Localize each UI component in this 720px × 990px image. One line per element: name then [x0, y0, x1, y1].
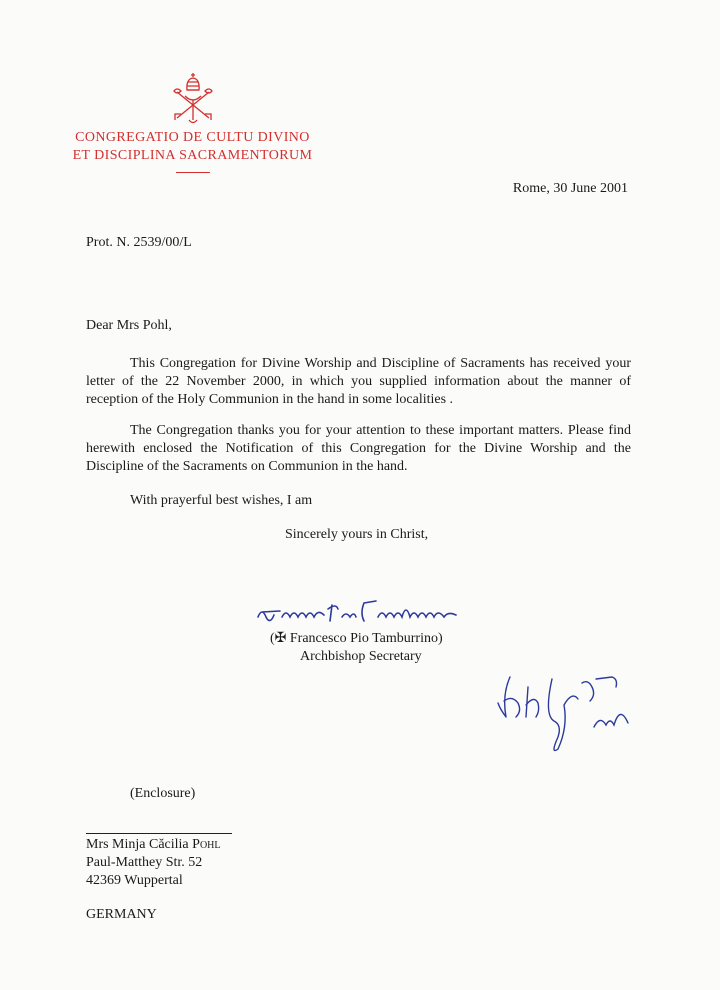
recipient-surname: Pohl: [192, 837, 221, 852]
body-paragraph-1: [86, 355, 631, 409]
recipient-city: 42369 Wuppertal: [86, 873, 183, 888]
body-paragraph-3: With prayerful best wishes, I am: [130, 493, 313, 508]
letterhead: [70, 70, 315, 173]
letter-date: Rome, 30 June 2001: [512, 181, 628, 196]
recipient-name: [86, 836, 221, 854]
signatory-title: Archbishop Secretary: [300, 649, 422, 664]
papal-coat-of-arms-icon: [165, 70, 221, 126]
enclosure-note: (Enclosure): [130, 786, 196, 801]
body-paragraph-2: [86, 422, 631, 476]
closing: Sincerely yours in Christ,: [285, 527, 429, 542]
letterhead-line-1: CONGREGATIO DE CULTU DIVINO: [75, 130, 310, 145]
body-paragraph-1-text: This Congregation for Divine Worship and Discipline of Sacraments has received your letter of the 22 November 2000, in which you supplied information about the manner of reception of the Holy Communion in the hand in some localities .: [86, 356, 631, 407]
recipient-street: Paul-Matthey Str. 52: [86, 855, 203, 870]
letterhead-divider: [176, 172, 210, 173]
address-divider: [86, 833, 232, 834]
recipient-country: GERMANY: [86, 907, 157, 922]
protocol-number: Prot. N. 2539/00/L: [86, 235, 192, 250]
body-paragraph-2-text: The Congregation thanks you for your attention to these important matters. Please find herewith enclosed the Notification of this Congregation for the Divine Worship and the Discipline of the Sacraments on Communion in the hand.: [86, 423, 631, 474]
handwritten-initials: [492, 665, 642, 760]
salutation: Dear Mrs Pohl,: [86, 318, 172, 333]
letterhead-line-2: ET DISCIPLINA SACRAMENTORUM: [72, 148, 313, 163]
signature: [252, 595, 477, 631]
recipient-name-prefix: Mrs Minja Căcilia: [86, 837, 193, 852]
signatory-name: (✠ Francesco Pio Tamburrino): [270, 631, 443, 646]
